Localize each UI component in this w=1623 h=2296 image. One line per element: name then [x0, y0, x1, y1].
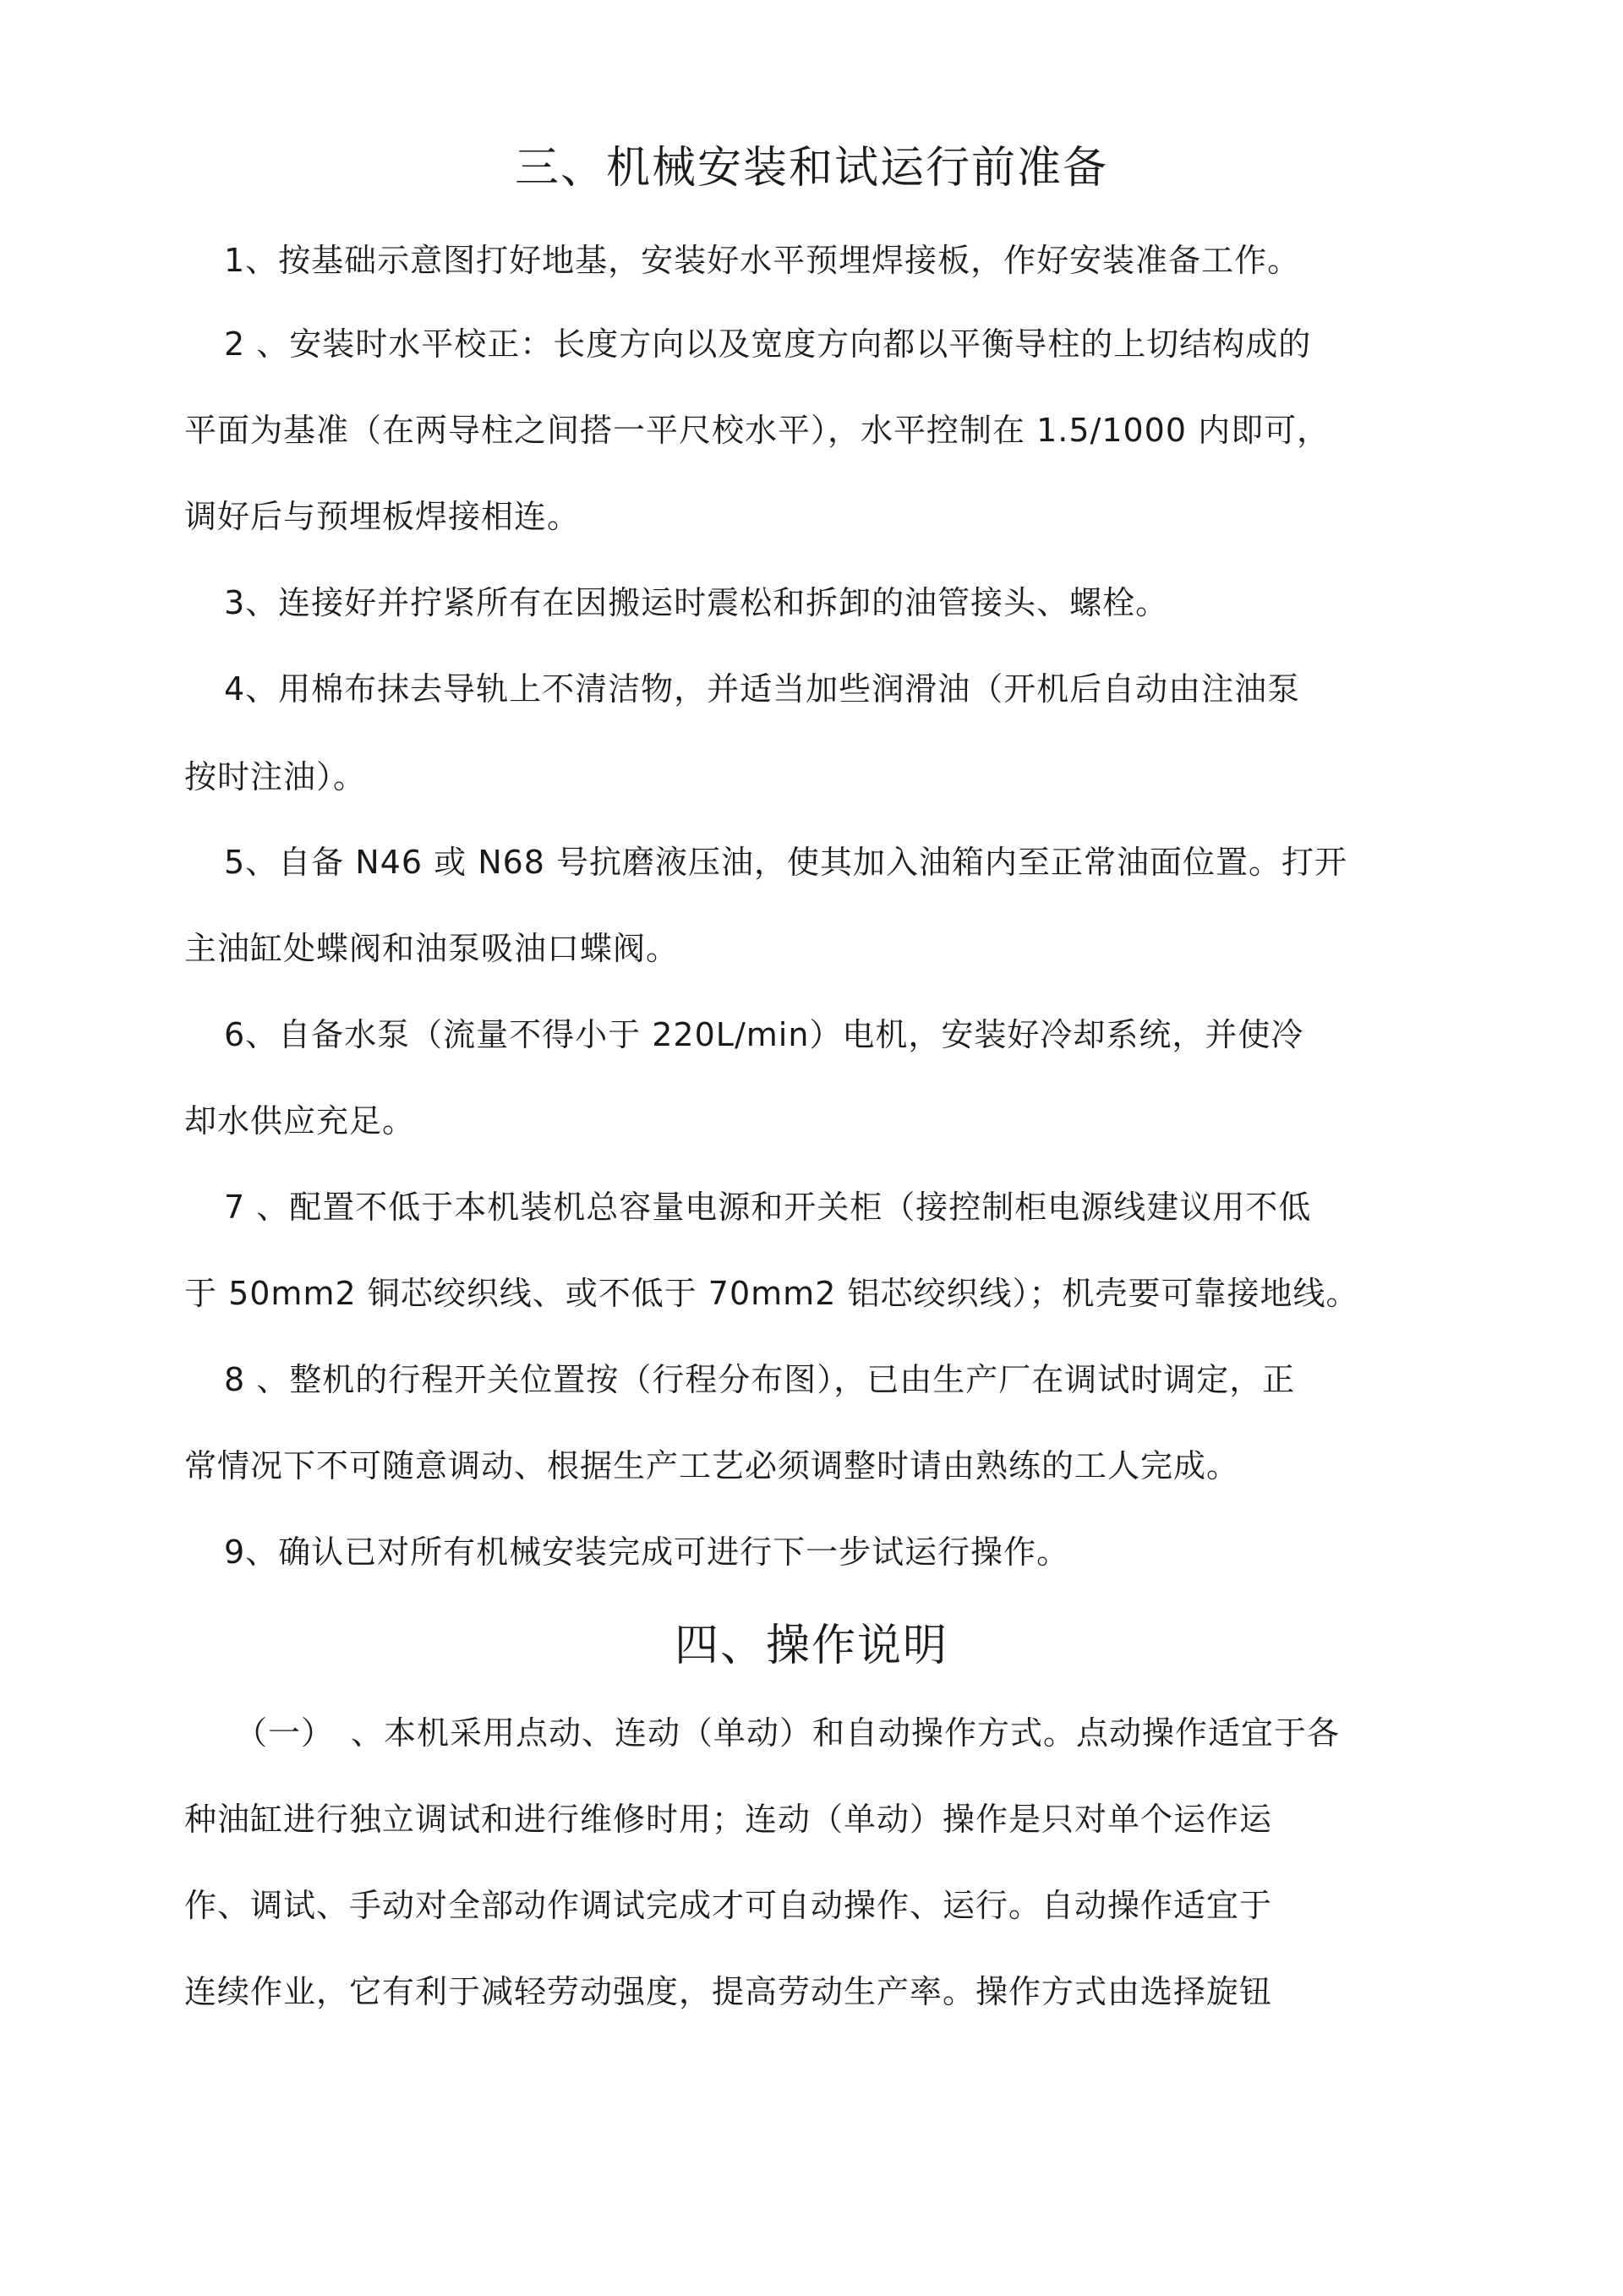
paragraph-line: 平面为基准（在两导柱之间搭一平尺校水平），水平控制在 1.5/1000 内即可， — [184, 412, 1331, 449]
paragraph-line: 连续作业，它有利于减轻劳动强度，提高劳动生产率。操作方式由选择旋钮 — [184, 1973, 1273, 2010]
paragraph-line: 8 、整机的行程开关位置按（行程分布图），已由生产厂在调试时调定，正 — [224, 1361, 1296, 1398]
paragraph-line: 9、确认已对所有机械安装完成可进行下一步试运行操作。 — [224, 1533, 1070, 1571]
paragraph-line: （一） 、本机采用点动、连动（单动）和自动操作方式。点动操作适宜于各 — [235, 1714, 1341, 1752]
paragraph-line: 1、按基础示意图打好地基，安装好水平预埋焊接板，作好安装准备工作。 — [224, 242, 1301, 279]
paragraph-line: 6、自备水泵（流量不得小于 220L/min）电机，安装好冷却系统，并使冷 — [224, 1016, 1304, 1053]
paragraph-line: 3、连接好并拧紧所有在因搬运时震松和拆卸的油管接头、螺栓。 — [224, 584, 1169, 621]
paragraph-line: 2 、安装时水平校正：长度方向以及宽度方向都以平衡导柱的上切结构成的 — [224, 325, 1312, 363]
paragraph-line: 4、用棉布抹去导轨上不清洁物，并适当加些润滑油（开机后自动由注油泵 — [224, 670, 1301, 708]
section-4-title: 四、操作说明 — [674, 1621, 948, 1671]
paragraph-line: 按时注油）。 — [184, 758, 367, 795]
paragraph-line: 主油缸处蝶阀和油泵吸油口蝶阀。 — [184, 930, 680, 967]
paragraph-line: 种油缸进行独立调试和进行维修时用；连动（单动）操作是只对单个运作运 — [184, 1801, 1273, 1838]
paragraph-line: 作、调试、手动对全部动作调试完成才可自动操作、运行。自动操作适宜于 — [184, 1887, 1273, 1924]
paragraph-line: 5、自备 N46 或 N68 号抗磨液压油，使其加入油箱内至正常油面位置。打开 — [224, 844, 1348, 881]
paragraph-line: 常情况下不可随意调动、根据生产工艺必须调整时请由熟练的工人完成。 — [184, 1447, 1240, 1484]
section-3-title: 三、机械安装和试运行前准备 — [514, 143, 1108, 194]
paragraph-line: 调好后与预埋板焊接相连。 — [184, 498, 581, 535]
paragraph-line: 于 50mm2 铜芯绞织线、或不低于 70mm2 铝芯绞织线）；机壳要可靠接地线。 — [184, 1275, 1359, 1312]
paragraph-line: 7 、配置不低于本机装机总容量电源和开关柜（接控制柜电源线建议用不低 — [224, 1189, 1312, 1226]
paragraph-line: 却水供应充足。 — [184, 1102, 416, 1140]
